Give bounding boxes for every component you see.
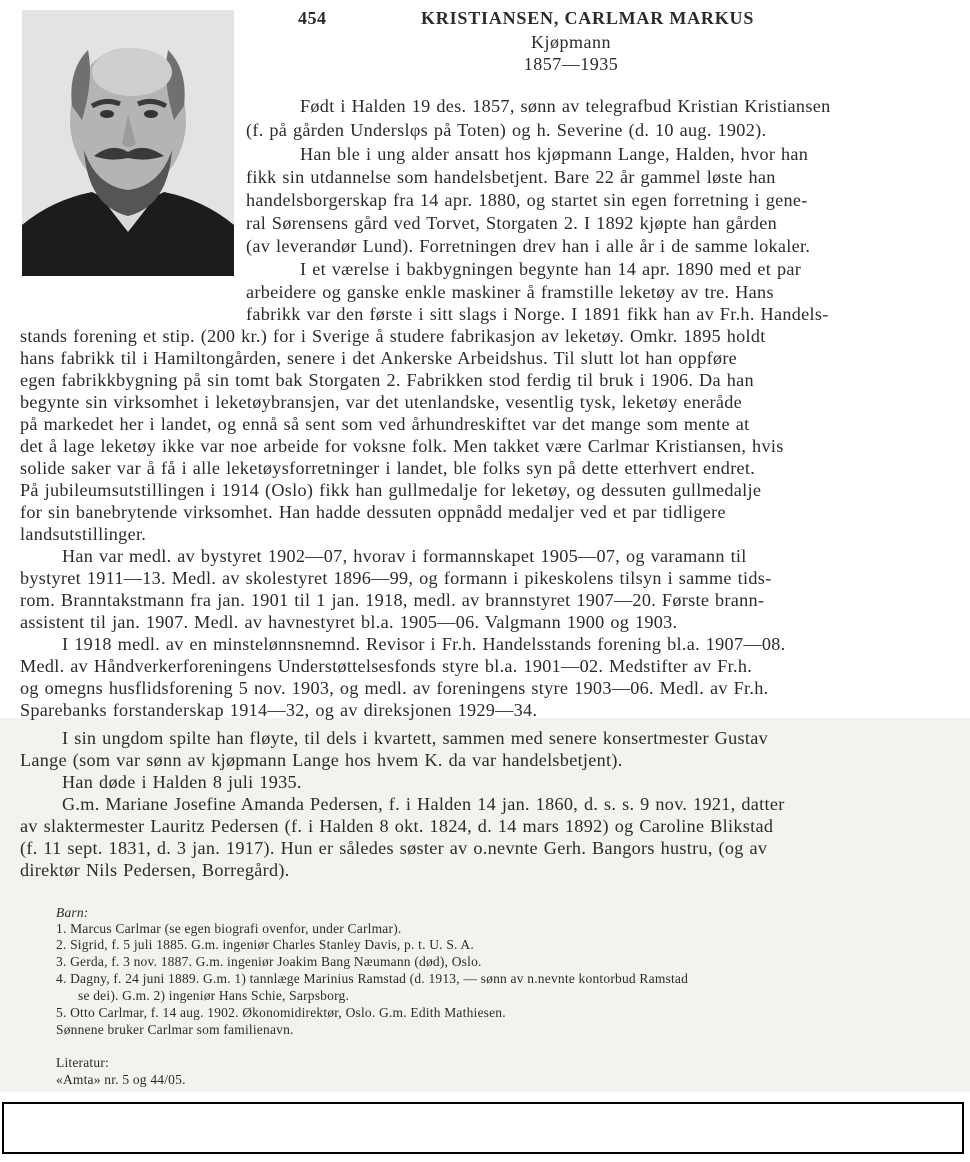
body-line: I 1918 medl. av en minstelønnsnemnd. Revisor i Fr.h. Handelsstands forening bl.a. 1907—08. (62, 634, 786, 654)
body-line: fabrikk var den første i sitt slags i Norge. I 1891 fikk han av Fr.h. Handels- (246, 304, 829, 324)
body-line: Lange (som var sønn av kjøpmann Lange hos hvem K. da var handelsbetjent). (20, 750, 623, 770)
entry-header (245, 6, 845, 74)
body-line: på markedet her i landet, og ennå så sent som ved århundreskiftet var det mange som mente at (20, 414, 750, 434)
body-line: Han ble i ung alder ansatt hos kjøpmann Lange, Halden, hvor han (300, 144, 809, 164)
list-item: 3. Gerda, f. 3 nov. 1887. G.m. ingeniør Joakim Bang Næumann (død), Oslo. (56, 954, 482, 969)
answer-input-box[interactable] (2, 1102, 964, 1154)
body-line: Han var medl. av bystyret 1902—07, hvorav i formannskapet 1905—07, og varamann til (62, 546, 747, 566)
body-line: G.m. Mariane Josefine Amanda Pedersen, f. i Halden 14 jan. 1860, d. s. s. 9 nov. 1921, datter (62, 794, 785, 814)
body-line: I sin ungdom spilte han fløyte, til dels i kvartett, sammen med senere konsertmester Gustav (62, 728, 769, 748)
body-line: begynte sin virksomhet i leketøybransjen, var det utenlandske, vesentlig tysk, leketøy eneråde (20, 392, 743, 412)
page-number: 454 (298, 8, 327, 28)
body-line: (f. på gården Underslφs på Toten) og h. Severine (d. 10 aug. 1902). (246, 120, 767, 140)
body-line: (av leverandør Lund). Forretningen drev han i alle år i de samme lokaler. (246, 236, 811, 256)
list-item: 5. Otto Carlmar, f. 14 aug. 1902. Økonomidirektør, Oslo. G.m. Edith Mathiesen. (56, 1005, 506, 1020)
list-item: Sønnene bruker Carlmar som familienavn. (56, 1022, 294, 1037)
body-line: I et værelse i bakbygningen begynte han 14 apr. 1890 med et par (300, 259, 802, 279)
list-item: 2. Sigrid, f. 5 juli 1885. G.m. ingeniør Charles Stanley Davis, p. t. U. S. A. (56, 937, 474, 952)
body-line: rom. Branntakstmann fra jan. 1901 til 1 jan. 1918, medl. av brannstyret 1907—20. Første brann- (20, 590, 765, 610)
body-line: og omegns husflidsforening 5 nov. 1903, og medl. av foreningens styre 1903—06. Medl. av Fr.h. (20, 678, 769, 698)
body-line: direktør Nils Pedersen, Borregård). (20, 860, 290, 880)
portrait-photo-icon (22, 10, 234, 276)
literature-heading: Literatur: (56, 1055, 109, 1070)
body-line: Han døde i Halden 8 juli 1935. (62, 772, 302, 792)
list-item: 1. Marcus Carlmar (se egen biografi ovenfor, under Carlmar). (56, 921, 402, 936)
body-line: handelsborgerskap fra 14 apr. 1880, og startet sin egen forretning i gene- (246, 190, 808, 210)
body-line: fikk sin utdannelse som handelsbetjent. Bare 22 år gammel løste han (246, 167, 776, 187)
body-line: ral Sørensens gård ved Torvet, Storgaten 2. I 1892 kjøpte han gården (246, 213, 778, 233)
entry-years: 1857—1935 (523, 54, 619, 74)
entry-name: KRISTIANSEN, CARLMAR MARKUS (421, 8, 755, 28)
body-line: landsutstillinger. (20, 524, 147, 544)
list-item: 4. Dagny, f. 24 juni 1889. G.m. 1) tannlæge Marinius Ramstad (d. 1913, — sønn av n.nevnte kontorbud Ramstad (56, 971, 689, 986)
portrait-illustration (22, 10, 234, 276)
body-line: egen fabrikkbygning på sin tomt bak Storgaten 2. Fabrikken stod ferdig til bruk i 1906. Da han (20, 370, 754, 390)
body-line: hans fabrikk til i Hamiltongården, senere i det Ankerske Arbeidshus. Til slutt lot han oppføre (20, 348, 738, 368)
children-heading: Barn: (56, 905, 89, 920)
body-line: Født i Halden 19 des. 1857, sønn av telegrafbud Kristian Kristiansen (300, 96, 831, 116)
body-line: solide saker var å få i alle leketøysforretninger i landet, ble folks syn på dette etterhvert endret. (20, 458, 756, 478)
entry-occupation: Kjøpmann (531, 32, 611, 52)
body-line: av slaktermester Lauritz Pedersen (f. i Halden 8 okt. 1824, d. 14 mars 1892) og Caroline Blikstad (20, 816, 774, 836)
body-line: På jubileumsutstillingen i 1914 (Oslo) fikk han gullmedalje for leketøy, og dessuten gullmedalje (20, 480, 762, 500)
body-line: Medl. av Håndverkerforeningens Understøttelsesfonds styre bl.a. 1901—02. Medstifter av Fr.h. (20, 656, 753, 676)
body-line: bystyret 1911—13. Medl. av skolestyret 1896—99, og formann i pikeskolens tilsyn i samme tids- (20, 568, 772, 588)
body-line: stands forening et stip. (200 kr.) for i Sverige å studere fabrikasjon av leketøy. Omkr. 1895 holdt (20, 326, 766, 346)
body-line: arbeidere og ganske enkle maskiner å framstille leketøy av tre. Hans (246, 282, 774, 302)
body-line: (f. 11 sept. 1831, d. 3 jan. 1917). Hun er således søster av o.nevnte Gerh. Bangors hustru, (og av (20, 838, 768, 858)
literature-item: «Amta» nr. 5 og 44/05. (56, 1072, 186, 1087)
list-item: se dei). G.m. 2) ingeniør Hans Schie, Sarpsborg. (78, 988, 350, 1003)
body-line: Sparebanks forstanderskap 1914—32, og av direksjonen 1929—34. (20, 700, 538, 720)
body-line: for sin banebrytende virksomhet. Han hadde dessuten oppnådd medaljer ved et par tidligere (20, 502, 726, 522)
body-line: det å lage leketøy ikke var noe arbeide for voksne folk. Men takket være Carlmar Kristiansen, hvis (20, 436, 784, 456)
body-line: assistent til jan. 1907. Medl. av havnestyret bl.a. 1905—06. Valgmann 1900 og 1903. (20, 612, 678, 632)
